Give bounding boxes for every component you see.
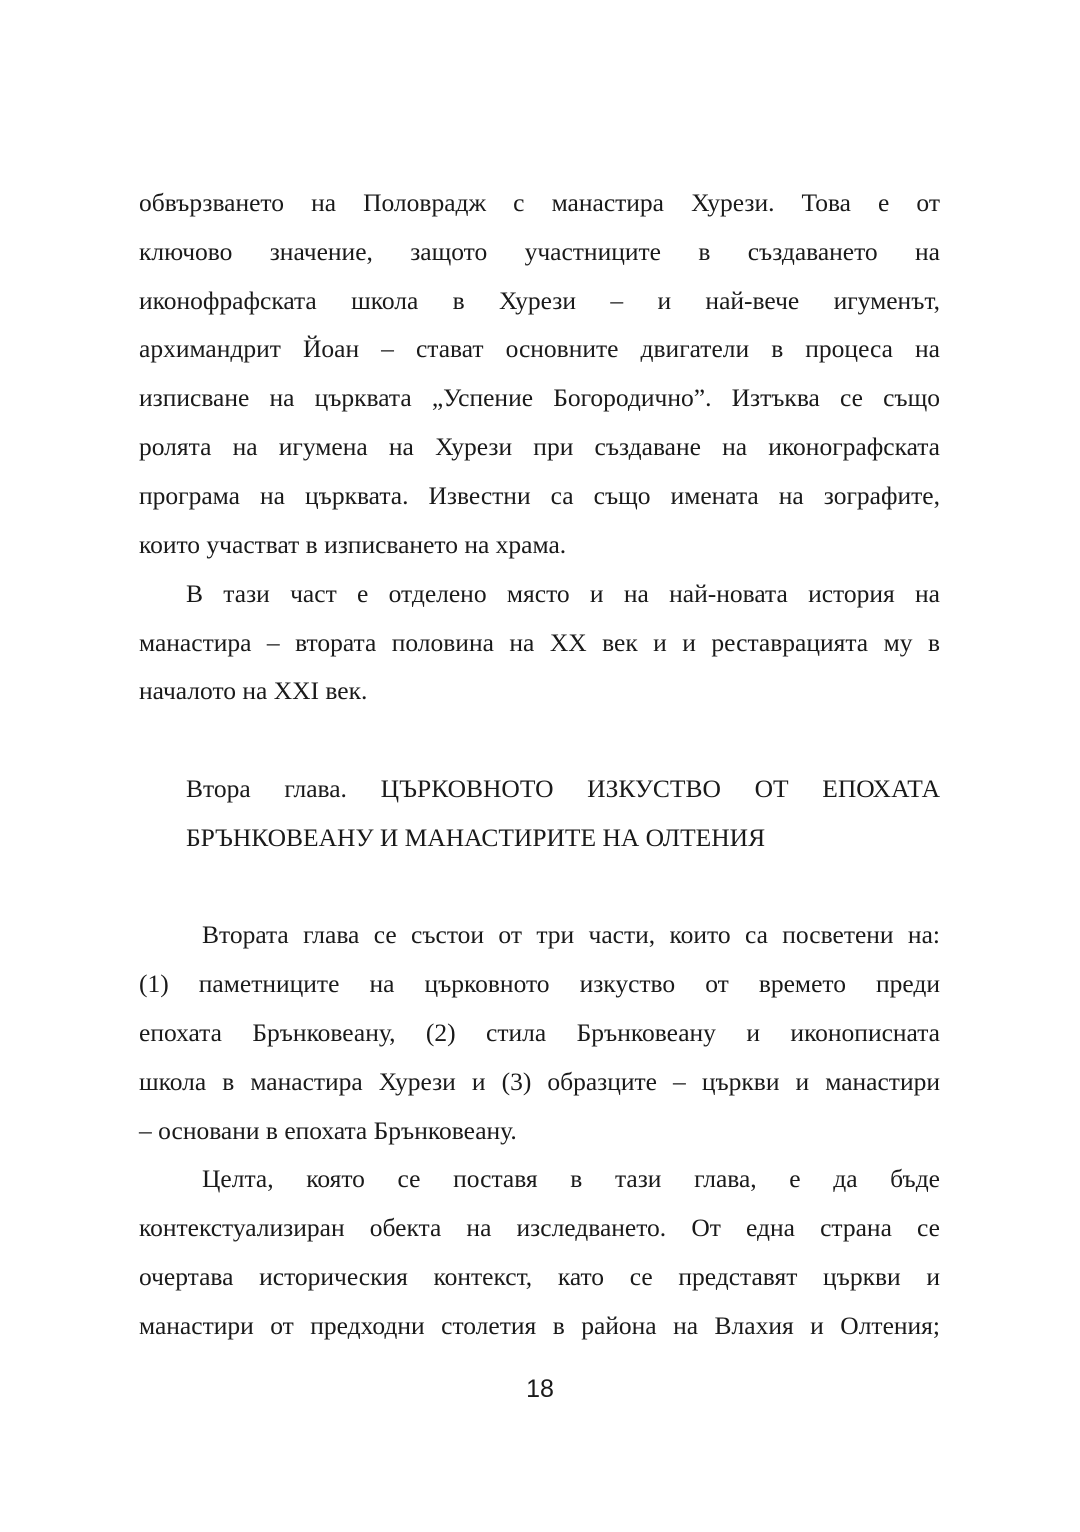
- heading-line: Втора глава. ЦЪРКОВНОТО ИЗКУСТВО ОТ ЕПОХАТА: [186, 774, 940, 803]
- text-line: иконофрафската школа в Хурези – и най-вече игуменът,: [139, 286, 940, 315]
- text-line: епохата Брънковеану, (2) стила Брънковеану и иконописната: [139, 1018, 940, 1047]
- heading-line: БРЪНКОВЕАНУ И МАНАСТИРИТЕ НА ОЛТЕНИЯ: [186, 823, 766, 852]
- text-line: обвързването на Половрадж с манастира Хурези. Това е от: [139, 188, 940, 217]
- text-line: школа в манастира Хурези и (3) образците – църкви и манастири: [139, 1067, 940, 1096]
- text-line: Втората глава се състои от три части, които са посветени на:: [202, 920, 940, 949]
- text-line: манастира – втората половина на XX век и и реставрацията му в: [139, 628, 940, 657]
- text-line: (1) паметниците на църковното изкуство от времето преди: [139, 969, 940, 998]
- text-line: – основани в епохата Брънковеану.: [139, 1116, 517, 1145]
- text-line: архимандрит Йоан – стават основните двигатели в процеса на: [139, 334, 940, 363]
- text-line: ролята на игумена на Хурези при създаване на иконографската: [139, 432, 940, 461]
- text-line: програма на църквата. Известни са също имената на зографите,: [139, 481, 940, 510]
- text-line: началото на XXI век.: [139, 676, 368, 705]
- text-line: Целта, която се поставя в тази глава, е да бъде: [202, 1164, 940, 1193]
- text-line: очертава историческия контекст, като се представят църкви и: [139, 1262, 940, 1291]
- text-line: които участват в изписването на храма.: [139, 530, 567, 559]
- text-line: В тази част е отделено място и на най-новата история на: [186, 579, 940, 608]
- text-line: изписване на църквата „Успение Богородично”. Изтъква се също: [139, 383, 940, 412]
- page-number: 18: [526, 1375, 554, 1403]
- text-line: ключово значение, защото участниците в създаването на: [139, 237, 940, 266]
- text-line: контекстуализиран обекта на изследването. От една страна се: [139, 1213, 940, 1242]
- text-line: манастири от предходни столетия в района на Влахия и Олтения;: [139, 1311, 940, 1340]
